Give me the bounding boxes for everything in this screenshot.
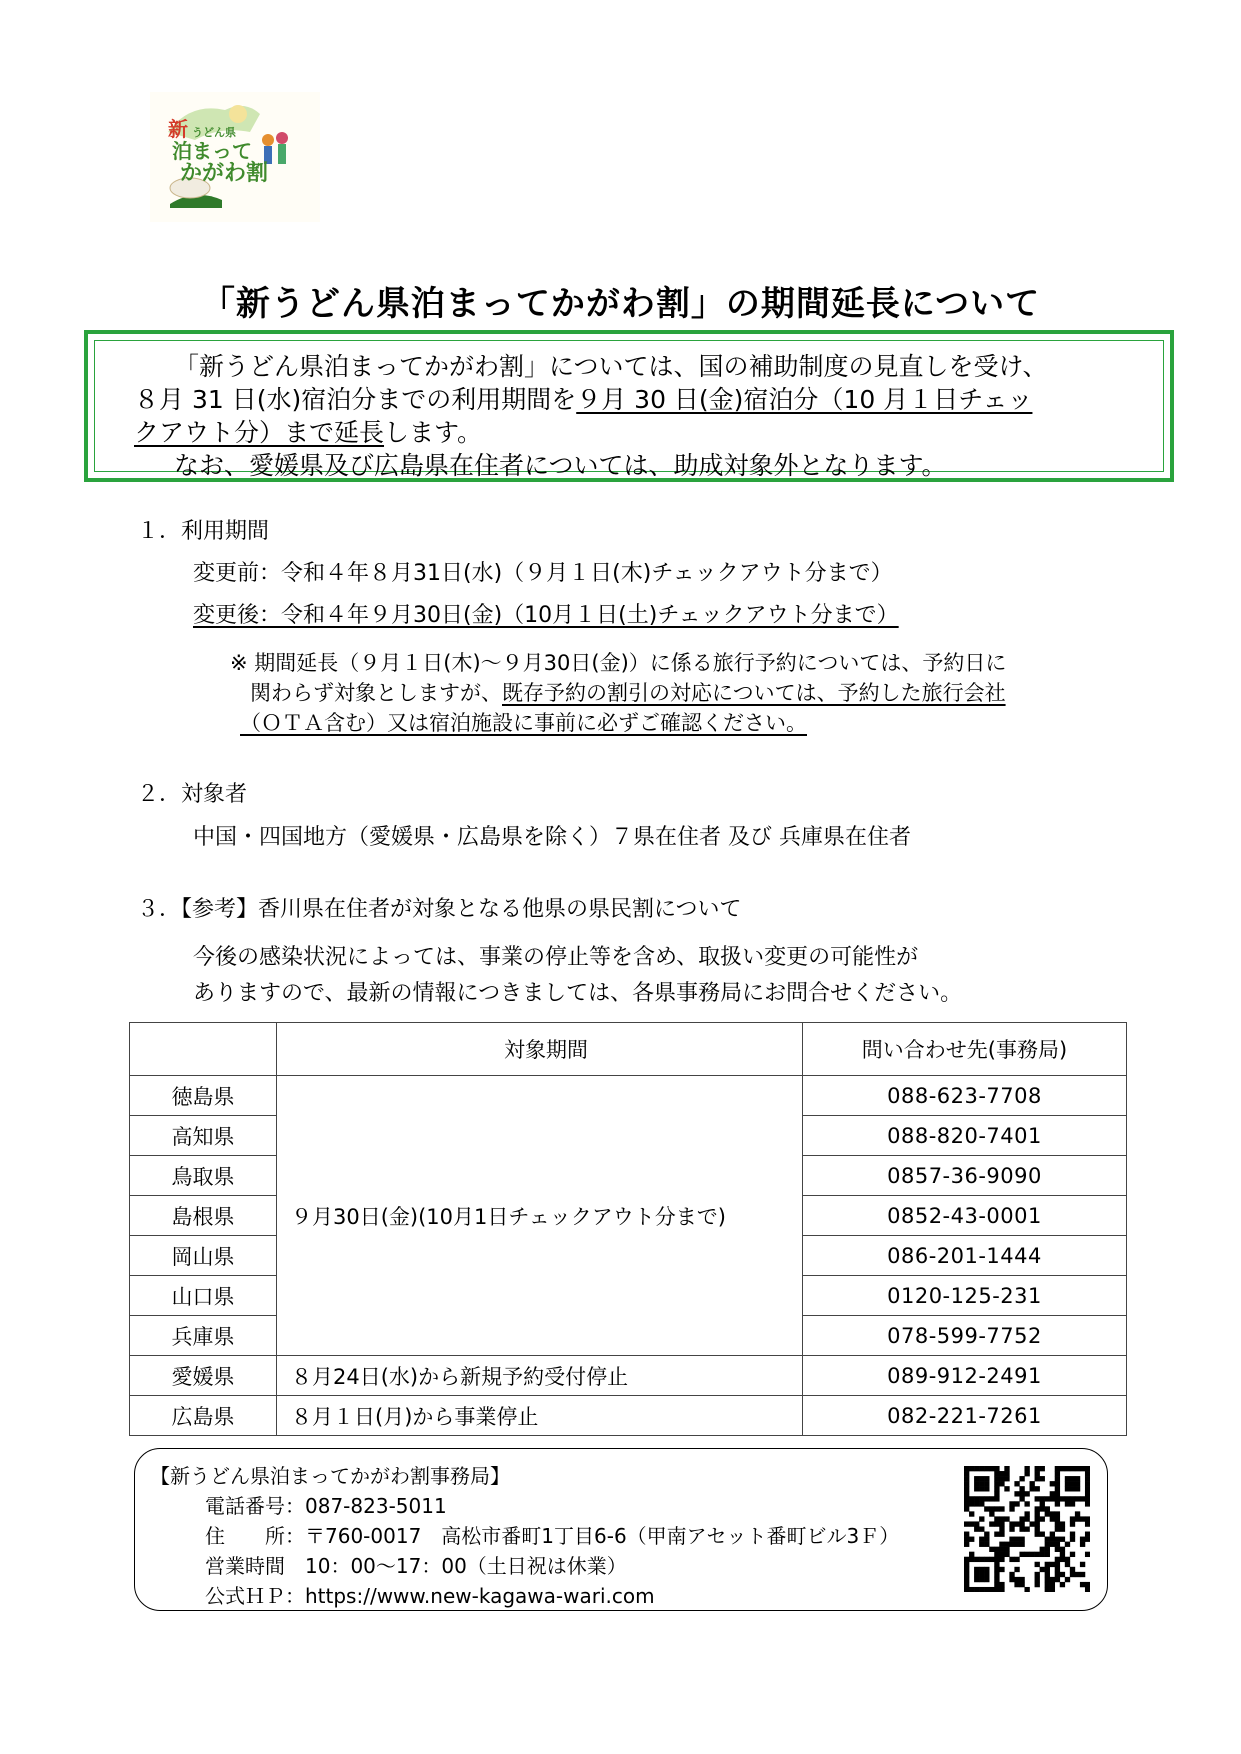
pref-cell: 島根県 <box>130 1196 277 1236</box>
notice-new-period: ９月 30 日(金)宿泊分（10 月１日チェッ <box>576 385 1033 414</box>
qr-code-icon[interactable] <box>964 1466 1090 1592</box>
prefecture-table <box>129 1022 1127 1436</box>
tel-cell: 086-201-1444 <box>803 1236 1127 1276</box>
page-title: 「新うどん県泊まってかがわ割」の期間延長について <box>200 284 1041 324</box>
pref-cell: 広島県 <box>130 1396 277 1436</box>
notice-suffix: します。 <box>384 418 483 447</box>
logo-udon-text: うどん県 <box>192 126 236 139</box>
table-header-contact: 問い合わせ先(事務局) <box>803 1023 1127 1076</box>
pref-cell: 兵庫県 <box>130 1316 277 1356</box>
contact-phone: 電話番号：087-823-5011 <box>205 1494 447 1518</box>
period-after: 変更後：令和４年９月30日(金)（10月１日(土)チェックアウト分まで） <box>193 603 899 628</box>
pref-cell: 岡山県 <box>130 1236 277 1276</box>
tel-cell: 078-599-7752 <box>803 1316 1127 1356</box>
notice-line-3 <box>134 416 1144 449</box>
table-header-period: 対象期間 <box>277 1023 803 1076</box>
note-line-2a: 関わらず対象としますが、 <box>250 681 502 705</box>
table-row <box>130 1076 1127 1116</box>
contact-website[interactable]: 公式ＨＰ：https://www.new-kagawa-wari.com <box>205 1584 655 1608</box>
contact-title: 【新うどん県泊まってかがわ割事務局】 <box>150 1464 510 1488</box>
table-row <box>130 1396 1127 1436</box>
tel-cell: 0120-125-231 <box>803 1276 1127 1316</box>
contact-hours: 営業時間 10：00～17：00（土日祝は休業） <box>205 1554 627 1578</box>
pref-cell: 高知県 <box>130 1116 277 1156</box>
section3-heading: ３．【参考】香川県在住者が対象となる他県の県民割について <box>137 897 742 922</box>
note-line-1: ※ 期間延長（９月１日(木)～９月30日(金)）に係る旅行予約については、予約日に <box>230 651 1007 675</box>
notice-extension: クアウト分）まで延長 <box>134 418 385 447</box>
tel-cell: 082-221-7261 <box>803 1396 1127 1436</box>
tel-cell: 0852-43-0001 <box>803 1196 1127 1236</box>
note-line-3: （ＯＴＡ含む）又は宿泊施設に事前に必ずご確認ください。 <box>240 711 807 735</box>
contact-address: 住 所：〒760-0017 高松市番町1丁目6-6（甲南アセット番町ビル3Ｆ） <box>205 1524 900 1548</box>
pref-cell: 愛媛県 <box>130 1356 277 1396</box>
table-row <box>130 1356 1127 1396</box>
notice-old-period: ８月 31 日(水)宿泊分までの利用期間を <box>134 385 577 414</box>
pref-cell: 山口県 <box>130 1276 277 1316</box>
notice-line-4: なお、愛媛県及び広島県在住者については、助成対象外となります。 <box>174 451 947 480</box>
logo-char-new: 新 <box>168 117 188 141</box>
tel-cell: 089-912-2491 <box>803 1356 1127 1396</box>
period-cell: ８月24日(水)から新規予約受付停止 <box>277 1356 803 1396</box>
section2-heading: ２．対象者 <box>137 782 248 807</box>
tel-cell: 0857-36-9090 <box>803 1156 1127 1196</box>
period-cell: ８月１日(月)から事業停止 <box>277 1396 803 1436</box>
campaign-logo <box>150 92 320 222</box>
table-header-row <box>130 1023 1127 1076</box>
pref-cell: 徳島県 <box>130 1076 277 1116</box>
notice-text <box>134 350 1144 482</box>
section1-note <box>230 648 1006 738</box>
notice-line-2 <box>134 383 1144 416</box>
tel-cell: 088-623-7708 <box>803 1076 1127 1116</box>
note-line-2 <box>230 678 1006 708</box>
pref-cell: 鳥取県 <box>130 1156 277 1196</box>
notice-line-1: 「新うどん県泊まってかがわ割」については、国の補助制度の見直しを受け、 <box>174 352 1048 381</box>
shared-period-cell: ９月30日(金)(10月1日チェックアウト分まで) <box>277 1076 803 1356</box>
period-before: 変更前：令和４年８月31日(水)（９月１日(木)チェックアウト分まで） <box>193 561 893 586</box>
section3-body-2: ありますので、最新の情報につきましては、各県事務局にお問合せください。 <box>193 981 963 1006</box>
logo-tomatte-text: 泊まって <box>172 139 252 163</box>
tel-cell: 088-820-7401 <box>803 1116 1127 1156</box>
note-line-2b: 既存予約の割引の対応については、予約した旅行会社 <box>502 681 1006 705</box>
section3-body-1: 今後の感染状況によっては、事業の停止等を含め、取扱い変更の可能性が <box>193 945 919 970</box>
logo-kagawawari-text: かがわ割 <box>180 161 269 186</box>
notice-box <box>84 330 1174 482</box>
section1-heading: １．利用期間 <box>137 519 270 544</box>
table-header-blank <box>130 1023 277 1076</box>
section2-body: 中国・四国地方（愛媛県・広島県を除く）７県在住者 及び 兵庫県在住者 <box>193 825 911 850</box>
